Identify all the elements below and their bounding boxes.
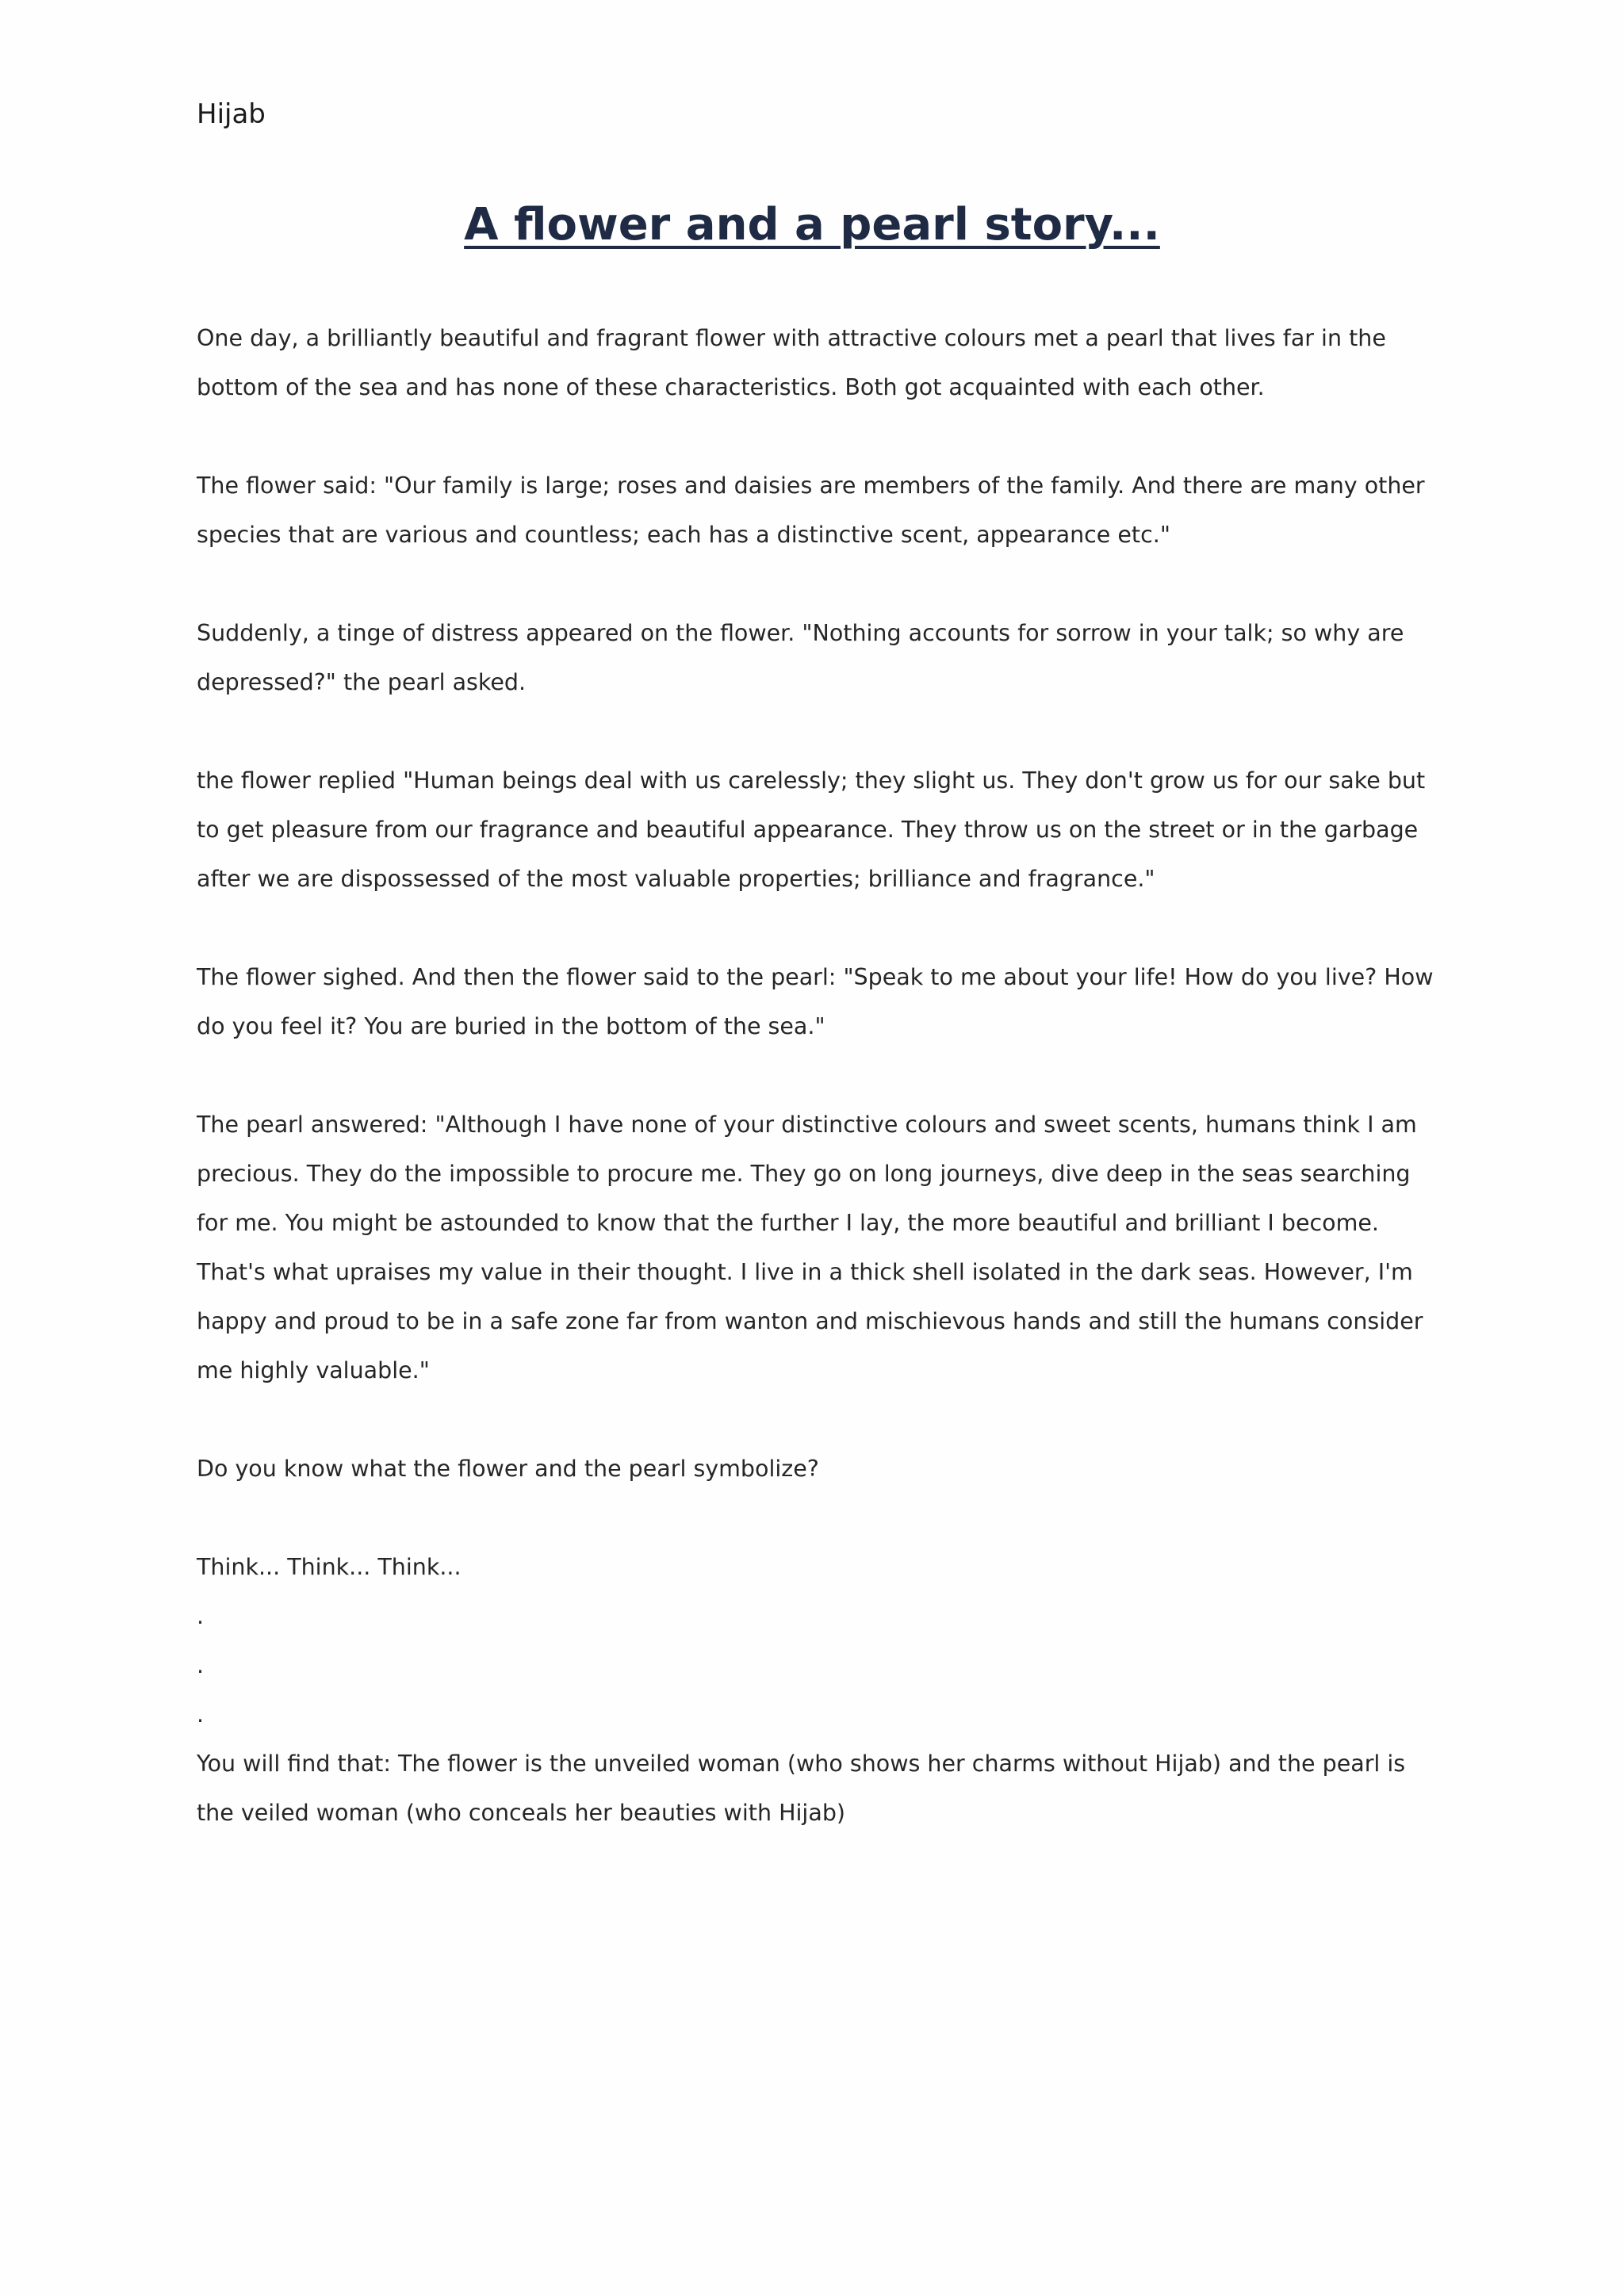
dot-line-3: . bbox=[197, 1701, 205, 1728]
conclusion-paragraph: You will find that: The flower is the unveiled woman (who shows her charms without Hijab) and the pearl is the veiled woman (who conceals her beauties with Hijab) bbox=[197, 1751, 1406, 1826]
paragraph-4: the flower replied "Human beings deal with us carelessly; they slight us. They don't grow us for our sake but to get pleasure from our fragrance and beautiful appearance. They throw us on the street or in the garbage after we are dispossessed of the most valuable properties; brilliance and fragrance." bbox=[197, 767, 1426, 892]
paragraph-2: The flower said: "Our family is large; roses and daisies are members of the family. And there are many other species that are various and countless; each has a distinctive scent, appearance etc." bbox=[197, 473, 1425, 548]
header-label: Hijab bbox=[197, 98, 266, 130]
paragraph-1: One day, a brilliantly beautiful and fragrant flower with attractive colours met a pearl that lives far in the bottom of the sea and has none of these characteristics. Both got acquainted with each other. bbox=[197, 325, 1386, 400]
paragraph-3: Suddenly, a tinge of distress appeared on the flower. "Nothing accounts for sorrow in your talk; so why are depressed?" the pearl asked. bbox=[197, 620, 1404, 695]
document-body bbox=[197, 314, 1434, 1838]
paragraph-question: Do you know what the flower and the pearl symbolize? bbox=[197, 1456, 819, 1482]
think-line: Think... Think... Think... bbox=[197, 1554, 462, 1580]
dot-line-2: . bbox=[197, 1652, 205, 1678]
document-title bbox=[0, 193, 1624, 257]
document-title-text: A flower and a pearl story... bbox=[464, 199, 1160, 251]
dot-line-1: . bbox=[197, 1603, 205, 1629]
paragraph-6: The pearl answered: "Although I have none of your distinctive colours and sweet scents, humans think I am precious. They do the impossible to procure me. They go on long journeys, dive deep in the seas searching for me. You might be astounded to know that the further I lay, the more beautiful and brilliant I become. That's what upraises my value in their thought. I live in a thick shell isolated in the dark seas. However, I'm happy and proud to be in a safe zone far from wanton and mischievous hands and still the humans consider me highly valuable." bbox=[197, 1112, 1423, 1383]
paragraph-5: The flower sighed. And then the flower said to the pearl: "Speak to me about your life! How do you live? How do you feel it? You are buried in the bottom of the sea." bbox=[197, 964, 1434, 1039]
